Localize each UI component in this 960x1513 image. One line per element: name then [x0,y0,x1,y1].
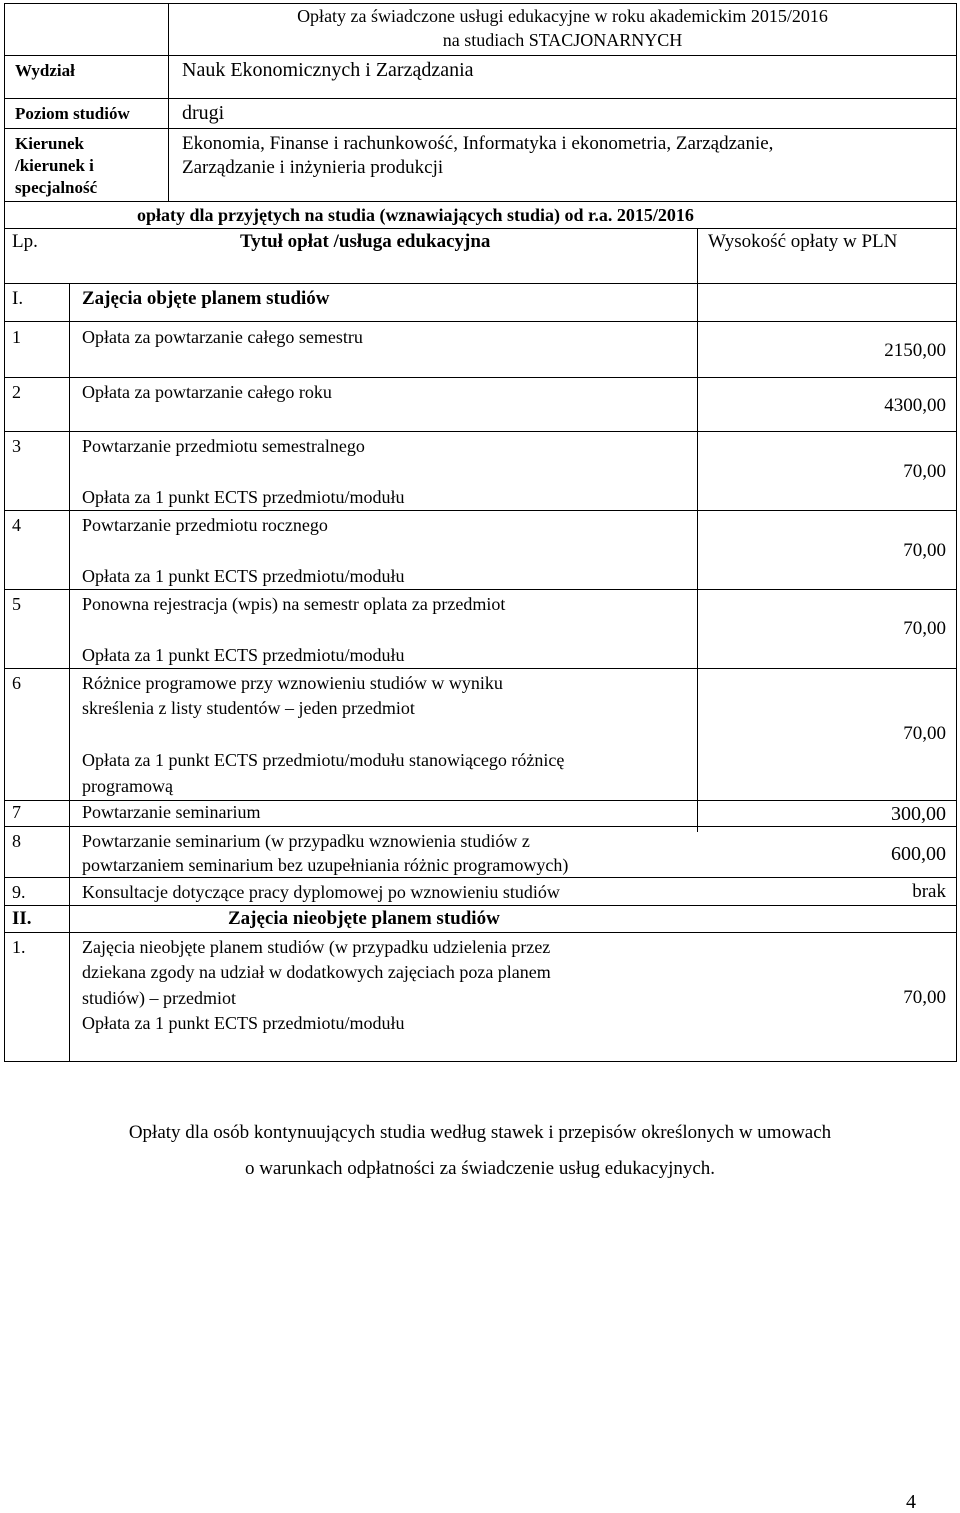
rule-label-column [168,3,169,201]
row-title-line: powtarzaniem seminarium bez uzupełniania różnic programowych) [82,855,569,875]
rule-after-field [4,201,957,202]
section2-number: II. [12,908,32,929]
level-value: drugi [182,102,225,124]
row-title-line: Opłata za 1 punkt ECTS przedmiotu/modułu [82,1013,405,1033]
row-amount: 600,00 [891,843,946,865]
rule-after-row3 [4,510,957,511]
footer-note-line1: Opłaty dla osób kontynuujących studia według stawek i przepisów określonych w umowach [128,1122,832,1143]
row-lp: 3 [12,436,21,456]
column-title: Tytuł opłat /usługa edukacyjna [240,231,491,252]
row-lp: 1 [12,327,21,347]
rule-after-section2 [4,932,957,933]
rule-lp-column [69,283,70,1062]
row-title-line: dziekana zgody na udział w dodatkowych zajęciach poza planem [82,962,551,982]
row-lp: 1. [12,937,26,957]
document-title-line2: na studiach STACJONARNYCH [442,30,683,50]
field-label-line2: /kierunek i [15,156,94,175]
field-label-line3: specjalność [15,178,98,197]
faculty-label: Wydział [15,61,75,80]
rule-after-row8 [4,877,957,878]
document-title-line1: Opłaty za świadczone usługi edukacyjne w roku akademickim 2015/2016 [297,6,828,26]
row-title-line: Powtarzanie przedmiotu rocznego [82,515,328,535]
row-title-line: Opłata za 1 punkt ECTS przedmiotu/modułu [82,487,405,507]
rule-after-row4 [4,589,957,590]
row-title-line: Opłata za 1 punkt ECTS przedmiotu/modułu [82,645,405,665]
row-lp: 6 [12,673,21,693]
row-amount: 2150,00 [884,340,946,361]
row-amount: 70,00 [903,723,946,744]
row-amount: brak [912,881,946,902]
row-lp: 5 [12,594,21,614]
rule-after-row2 [4,431,957,432]
rule-amount-column [697,228,698,832]
row-amount: 70,00 [903,987,946,1008]
row-amount: 4300,00 [884,395,946,416]
field-value-line1: Ekonomia, Finanse i rachunkowość, Informatyka i ekonometria, Zarządzanie, [182,133,774,154]
rule-after-title [4,98,957,99]
row-title-line: programową [82,776,173,796]
row-title-line: Powtarzanie seminarium [82,802,261,822]
fees-heading: opłaty dla przyjętych na studia (wznawiających studia) od r.a. 2015/2016 [137,205,694,225]
row-lp: 2 [12,382,21,402]
section1-number: I. [12,288,24,309]
rule-after-heading [4,228,957,229]
row-amount: 70,00 [903,618,946,639]
row-title-line: Opłata za powtarzanie całego semestru [82,327,363,347]
field-value-line2: Zarządzanie i inżynieria produkcji [182,157,444,178]
row-title-line: Opłata za 1 punkt ECTS przedmiotu/modułu stanowiącego różnicę [82,750,565,770]
page-number: 4 [906,1491,916,1513]
row-amount: 70,00 [903,540,946,561]
level-label: Poziom studiów [15,104,130,123]
rule-after-row1 [4,377,957,378]
row-title-line: Powtarzanie seminarium (w przypadku wznowienia studiów z [82,831,530,851]
rule-after-row7 [4,826,957,827]
row-lp: 7 [12,802,21,822]
row-title-line: Zajęcia nieobjęte planem studiów (w przypadku udzielenia przez [82,937,551,957]
field-label-line1: Kierunek [15,134,84,153]
rule-after-level [4,128,957,129]
row-lp: 4 [12,515,21,535]
row-amount: 300,00 [891,803,946,825]
row-title-line: Opłata za 1 punkt ECTS przedmiotu/modułu [82,566,405,586]
section2-title: Zajęcia nieobjęte planem studiów [228,908,500,929]
row-title-line: Różnice programowe przy wznowieniu studiów w wyniku [82,673,503,693]
row-title-line: Powtarzanie przedmiotu semestralnego [82,436,365,456]
row-title-line: skreślenia z listy studentów – jeden przedmiot [82,698,415,718]
footer-note-line2: o warunkach odpłatności za świadczenie usług edukacyjnych. [244,1158,716,1179]
rule-after-faculty [4,55,957,56]
column-amount: Wysokość opłaty w PLN [708,231,898,252]
faculty-value: Nauk Ekonomicznych i Zarządzania [182,59,474,81]
row-lp: 9. [12,882,26,902]
rule-after-columns [4,283,957,284]
column-lp: Lp. [12,231,38,252]
row-amount: 70,00 [903,461,946,482]
row-title-line: Ponowna rejestracja (wpis) na semestr oplata za przedmiot [82,594,506,614]
row-title-line: studiów) – przedmiot [82,988,236,1008]
row-lp: 8 [12,831,21,851]
section1-title: Zajęcia objęte planem studiów [82,288,330,309]
rule-after-row5 [4,668,957,669]
row-title-line: Opłata za powtarzanie całego roku [82,382,332,402]
rule-after-row9 [4,905,957,906]
rule-after-section1 [4,321,957,322]
row-title-line: Konsultacje dotyczące pracy dyplomowej po wznowieniu studiów [82,882,560,902]
